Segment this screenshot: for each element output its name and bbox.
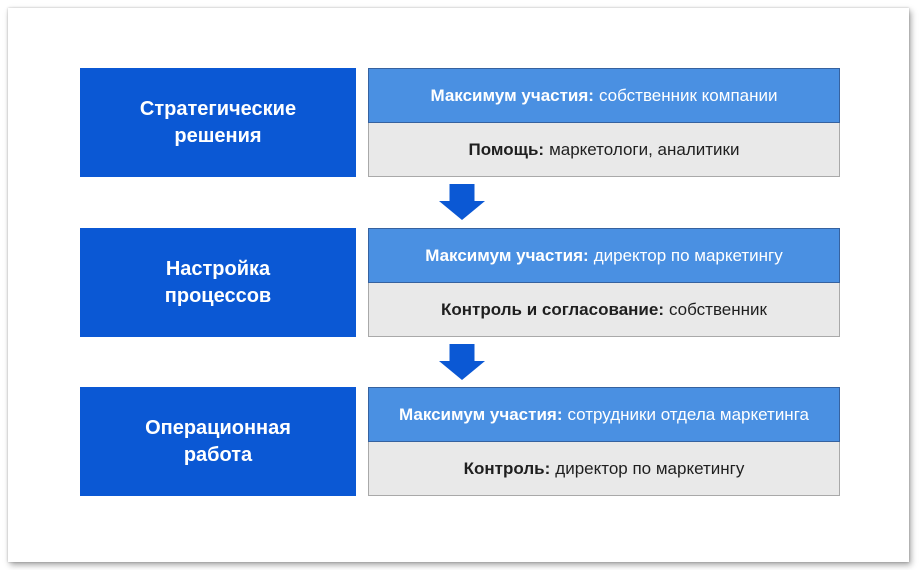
support-label: Контроль и согласование:	[441, 299, 664, 319]
support-value: директор по маркетингу	[555, 458, 745, 478]
stage-box-processes	[80, 228, 356, 337]
down-arrow-icon	[437, 184, 487, 220]
support-label: Контроль:	[463, 458, 551, 478]
diagram-row-processes	[80, 228, 840, 337]
stage-label-line: Стратегические	[139, 97, 297, 120]
participation-label: Максимум участия:	[425, 245, 589, 265]
stage-box-strategic	[80, 68, 356, 177]
support-box	[368, 123, 840, 177]
support-value: собственник	[668, 299, 767, 319]
detail-stack-operations	[368, 387, 840, 496]
diagram-row-strategic	[80, 68, 840, 177]
support-box	[368, 283, 840, 337]
participation-box	[368, 68, 840, 123]
participation-value: сотрудники отдела маркетинга	[567, 404, 809, 424]
stage-box-operations	[80, 387, 356, 496]
stage-label-line: процессов	[164, 284, 272, 307]
stage-label-line: работа	[183, 443, 253, 466]
down-arrow-icon	[437, 344, 487, 380]
stage-label-line: Настройка	[165, 257, 271, 280]
slide-card	[8, 8, 909, 562]
participation-value: собственник компании	[598, 85, 778, 105]
stage-label-line: решения	[174, 124, 262, 147]
detail-stack-processes	[368, 228, 840, 337]
support-label: Помощь:	[468, 139, 545, 159]
support-box	[368, 442, 840, 496]
participation-label: Максимум участия:	[399, 404, 563, 424]
support-value: маркетологи, аналитики	[549, 139, 740, 159]
diagram-row-operations	[80, 387, 840, 496]
detail-stack-strategic	[368, 68, 840, 177]
participation-box	[368, 387, 840, 442]
participation-value: директор по маркетингу	[593, 245, 783, 265]
participation-label: Максимум участия:	[430, 85, 594, 105]
stage-label-line: Операционная	[145, 416, 291, 439]
participation-box	[368, 228, 840, 283]
